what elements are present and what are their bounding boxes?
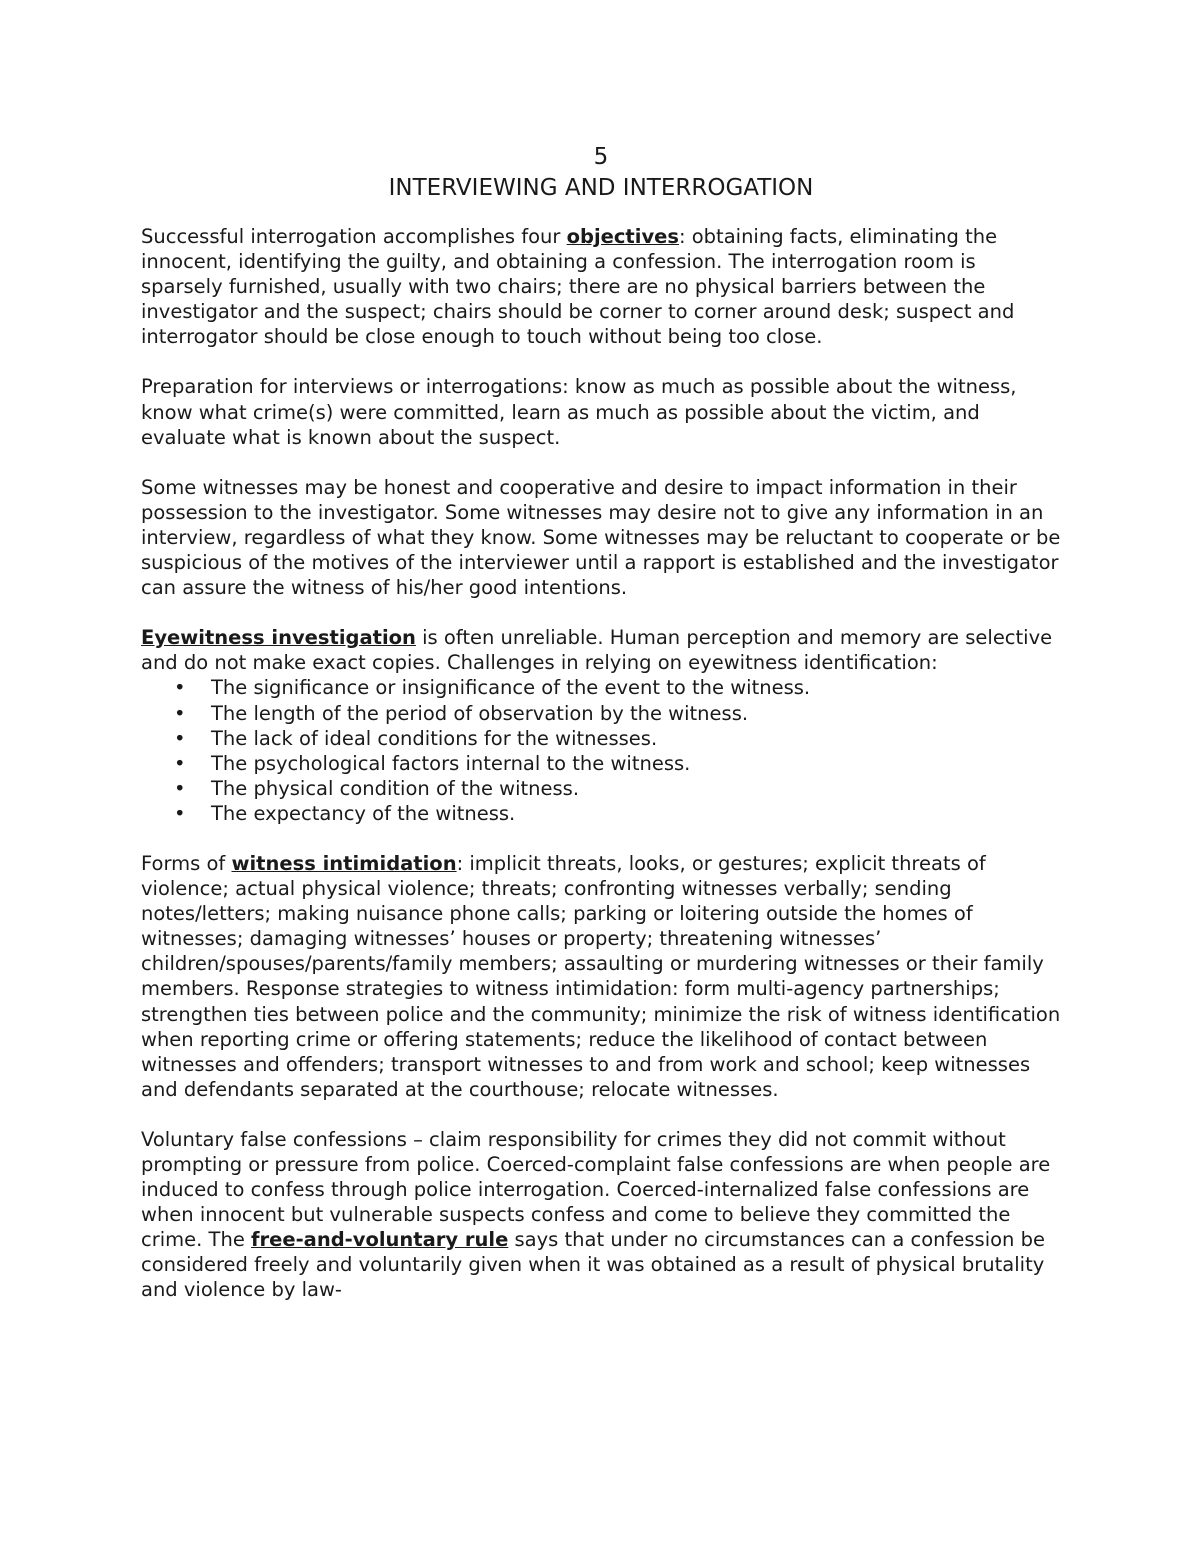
list-item-text: The expectancy of the witness. (211, 801, 516, 825)
list-item-text: The psychological factors internal to the witness. (211, 751, 691, 775)
paragraph-text: Voluntary false confessions – claim responsibility for crimes they did not commit without prompting or pressure from police. Coerced-complaint false confessions are when people are induced to confess through police interrogation. Coerced-internalized false confessions are when innocent but vulnerable suspects confess and come to believe they committed the crime. The (141, 1127, 1051, 1252)
term-objectives: objectives (566, 225, 679, 248)
list-item-text: The physical condition of the witness. (211, 776, 580, 800)
bullet-icon: • (174, 701, 186, 725)
term-free-and-voluntary-rule: free-and-voluntary rule (251, 1228, 509, 1252)
list-item (141, 776, 1061, 801)
document-page (141, 142, 1061, 1328)
paragraph-text: : implicit threats, looks, or gestures; explicit threats of violence; actual physical violence; threats; confronting witnesses verbally; sending notes/letters; making nuisance phone calls; parking or loitering outside the homes of witnesses; damaging witnesses’ houses or property; threatening witnesses’ children/spouses/parents/family members; assaulting or murdering witnesses or their family members. Response strategies to witness intimidation: form multi-agency partnerships; strengthen ties between police and the community; minimize the risk of witness identification when reporting crime or offering statements; reduce the likelihood of contact between witnesses and offenders; transport witnesses to and from work and school; keep witnesses and defendants separated at the courthouse; relocate witnesses. (141, 851, 1061, 1101)
list-item (141, 751, 1061, 776)
paragraph-text: says that under no circumstances can a confession be considered freely and voluntarily given when it was obtained as a result of physical brutality and violence by law- (141, 1228, 1045, 1302)
paragraph-text: : obtaining facts, eliminating the innocent, identifying the guilty, and obtaining a confession. The interrogation room is sparsely furnished, usually with two chairs; there are no physical barriers between the investigator and the suspect; chairs should be corner to corner around desk; suspect and interrogator should be close enough to touch without being too close. (141, 225, 1015, 349)
list-item-text: The significance or insignificance of the event to the witness. (211, 676, 811, 700)
paragraph-witness-intimidation (141, 851, 1061, 1102)
list-item-text: The lack of ideal conditions for the witnesses. (211, 726, 658, 750)
paragraph-false-confessions (141, 1127, 1061, 1303)
term-witness-intimidation: witness intimidation (231, 851, 457, 875)
bullet-icon: • (174, 726, 186, 750)
list-item (141, 726, 1061, 751)
paragraph-preparation: Preparation for interviews or interrogations: know as much as possible about the witness, know what crime(s) were committed, learn as much as possible about the victim, and evaluate what is known about the suspect. (141, 375, 1017, 449)
list-item-text: The length of the period of observation by the witness. (211, 701, 749, 725)
bullet-icon: • (174, 776, 186, 800)
paragraph-witnesses: Some witnesses may be honest and cooperative and desire to impact information in their possession to the investigator. Some witnesses may desire not to give any information in an interview, regardless of what they know. Some witnesses may be reluctant to cooperate or be suspicious of the motives of the interviewer until a rapport is established and the investigator can assure the witness of his/her good intentions. (141, 475, 1061, 600)
paragraph-text: Forms of (141, 851, 232, 875)
paragraph-text: Successful interrogation accomplishes four (141, 225, 567, 248)
paragraph-eyewitness (141, 625, 1061, 675)
list-item (141, 801, 1061, 826)
bullet-icon: • (174, 801, 186, 825)
eyewitness-challenges-list (141, 675, 1061, 826)
bullet-icon: • (174, 751, 186, 775)
term-eyewitness-investigation: Eyewitness investigation (141, 626, 416, 650)
list-item (141, 675, 1061, 700)
paragraph-objectives (141, 224, 1061, 349)
list-item (141, 701, 1061, 726)
paragraph-text: is often unreliable. Human perception and memory are selective and do not make exact copies. Challenges in relying on eyewitness identification: (141, 626, 1053, 675)
chapter-number: 5 (593, 144, 609, 170)
chapter-title: INTERVIEWING AND INTERROGATION (388, 175, 814, 201)
bullet-icon: • (174, 676, 186, 700)
